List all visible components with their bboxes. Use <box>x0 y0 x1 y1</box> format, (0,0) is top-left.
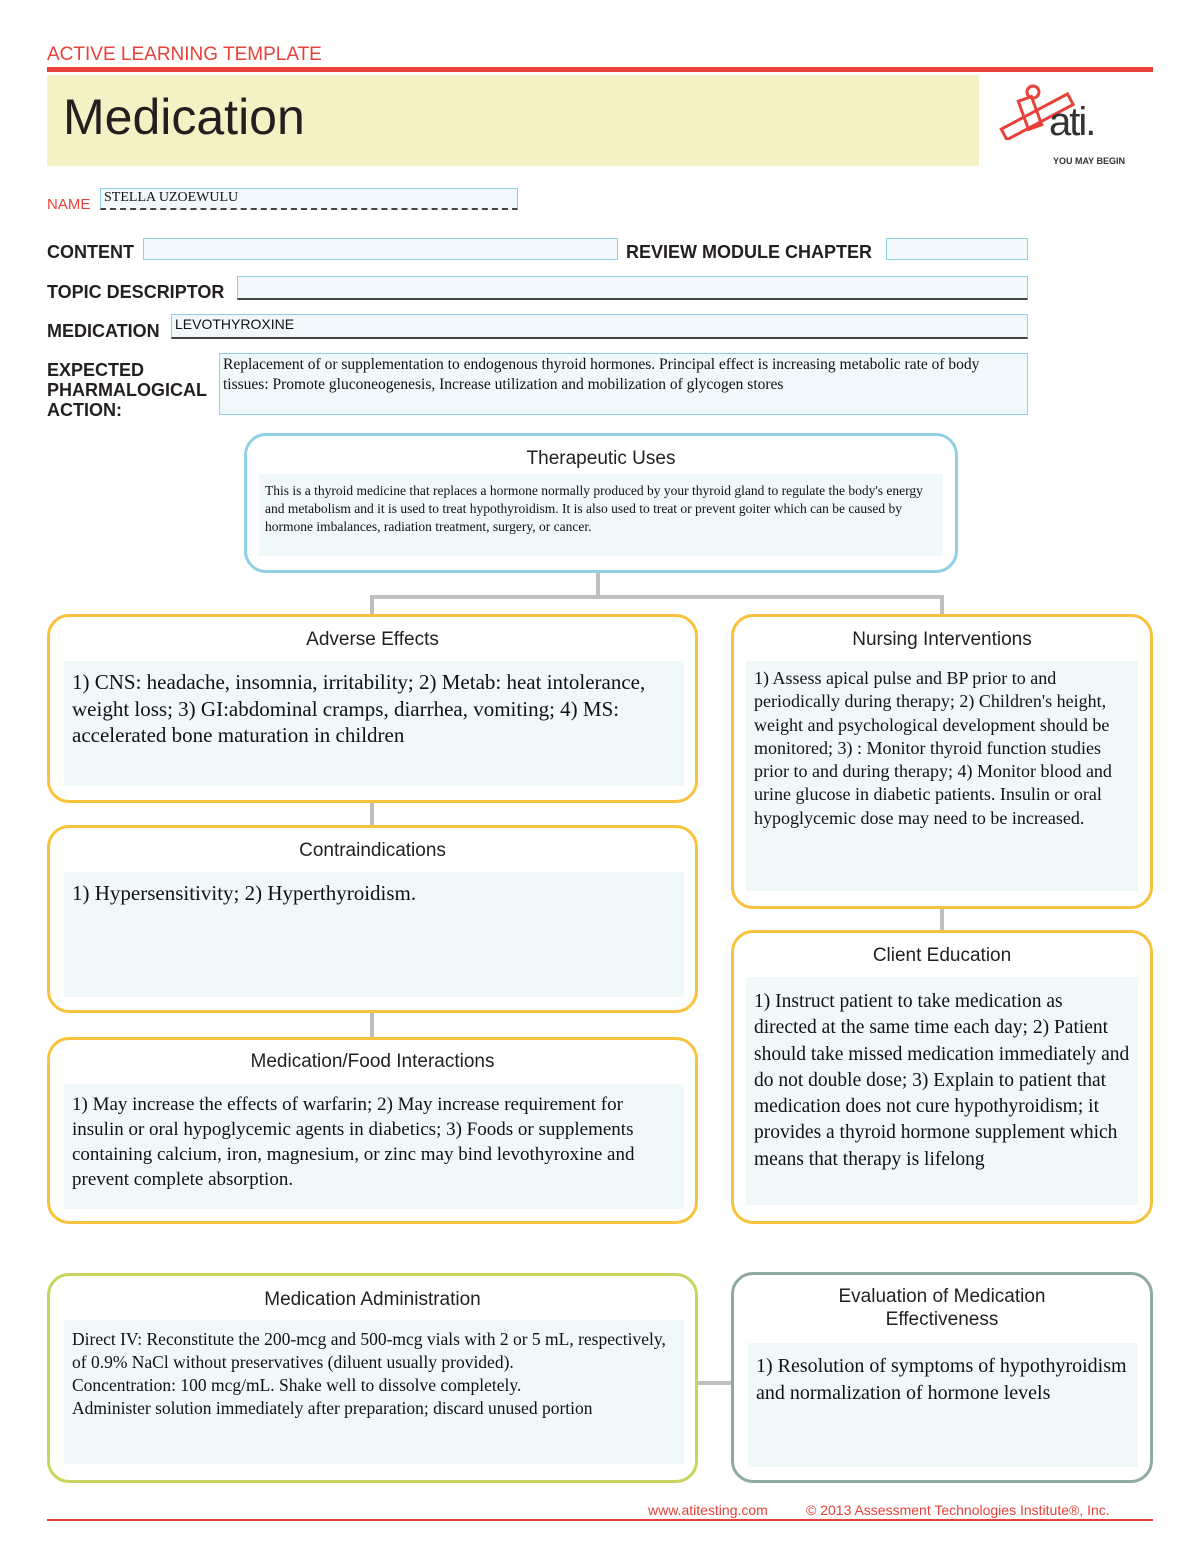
footer-copyright: © 2013 Assessment Technologies Institute®, Inc. <box>806 1502 1110 1518</box>
client-education-text[interactable]: 1) Instruct patient to take medication as directed at the same time each day; 2) Patient should take missed medication immediately and do not double dose; 3) Explain to patient that medication does not cure hypothyroidism; it provides a thyroid hormone supplement which means that therapy is lifelong <box>746 977 1138 1205</box>
logo-text: ati. <box>1049 100 1095 144</box>
evaluation-text[interactable]: 1) Resolution of symptoms of hypothyroidism and normalization of hormone levels <box>748 1343 1138 1467</box>
evaluation-box <box>731 1272 1153 1483</box>
connector <box>370 595 374 615</box>
evaluation-title: Evaluation of Medication Effectiveness <box>838 1286 1046 1330</box>
contraindications-text[interactable]: 1) Hypersensitivity; 2) Hyperthyroidism. <box>64 872 684 997</box>
connector <box>940 595 944 615</box>
topic-label: TOPIC DESCRIPTOR <box>47 282 225 302</box>
action-label: EXPECTED PHARMALOGICAL ACTION: <box>47 360 207 420</box>
medication-field[interactable]: LEVOTHYROXINE <box>171 314 1028 339</box>
administration-line: Administer solution immediately after preparation; discard unused portion <box>72 1398 593 1418</box>
connector <box>940 908 944 931</box>
adverse-effects-box <box>47 614 698 803</box>
top-rule <box>47 67 1153 72</box>
medication-label: MEDICATION <box>47 321 160 341</box>
review-module-label: REVIEW MODULE CHAPTER <box>626 242 873 262</box>
connector <box>370 595 944 599</box>
administration-line: Direct IV: Reconstitute the 200-mcg and 500-mcg vials with 2 or 5 mL, respectively, of 0.9% NaCl without preservatives (diluent usually provided). <box>72 1329 666 1372</box>
adverse-effects-title: Adverse Effects <box>306 629 439 650</box>
interactions-text[interactable]: 1) May increase the effects of warfarin; 2) May increase requirement for insulin or oral hypoglycemic agents in diabetics; 3) Foods or supplements containing calcium, iron, magnesium, or zinc may bind levothyroxine and prevent complete absorption. <box>64 1084 684 1209</box>
interactions-box <box>47 1037 698 1224</box>
connector <box>697 1381 732 1385</box>
administration-box <box>47 1273 698 1483</box>
name-field[interactable]: STELLA UZOEWULU <box>100 188 518 210</box>
therapeutic-uses-title: Therapeutic Uses <box>526 448 676 469</box>
contraindications-box <box>47 825 698 1013</box>
contraindications-title: Contraindications <box>299 840 446 861</box>
therapeutic-uses-text[interactable]: This is a thyroid medicine that replaces a hormone normally produced by your thyroid gland to regulate the body's energy and metabolism and it is used to treat hypothyroidism. It is also used to treat or prevent goiter which can be caused by hormone imbalances, radiation treatment, surgery, or cancer. <box>259 474 943 556</box>
administration-text[interactable] <box>64 1320 684 1464</box>
nursing-interventions-text[interactable]: 1) Assess apical pulse and BP prior to and periodically during therapy; 2) Children's height, weight and psychological development should be monitored; 3) : Monitor thyroid function studies prior to and during therapy; 4) Monitor blood and urine glucose in diabetic patients. Insulin or oral hypoglycemic dose may need to be increased. <box>746 661 1138 891</box>
bottom-rule <box>47 1519 1153 1521</box>
interactions-title: Medication/Food Interactions <box>250 1051 495 1072</box>
nursing-interventions-box <box>731 614 1153 909</box>
therapeutic-uses-box <box>244 433 958 573</box>
name-label: NAME <box>47 196 91 213</box>
ati-logo <box>995 80 1155 170</box>
topic-field[interactable] <box>237 276 1028 300</box>
connector <box>370 1012 374 1038</box>
adverse-effects-text[interactable]: 1) CNS: headache, insomnia, irritability; 2) Metab: heat intolerance, weight loss; 3) GI:abdominal cramps, diarrhea, vomiting; 4) MS: accelerated bone maturation in children <box>64 661 684 786</box>
administration-line: Concentration: 100 mcg/mL. Shake well to dissolve completely. <box>72 1375 522 1395</box>
review-module-field[interactable] <box>886 238 1028 260</box>
content-label: CONTENT <box>47 242 134 262</box>
nursing-interventions-title: Nursing Interventions <box>852 629 1032 650</box>
client-education-title: Client Education <box>872 945 1012 966</box>
administration-title: Medication Administration <box>264 1289 481 1310</box>
content-field[interactable] <box>143 238 618 260</box>
footer-url[interactable]: www.atitesting.com <box>648 1502 768 1518</box>
action-field[interactable]: Replacement of or supplementation to endogenous thyroid hormones. Principal effect is increasing metabolic rate of body tissues: Promote gluconeogenesis, Increase utilization and mobilization of glycogen stores <box>219 353 1028 415</box>
logo-tagline: YOU MAY BEGIN <box>1053 156 1126 166</box>
page-title: Medication <box>63 89 305 145</box>
client-education-box <box>731 930 1153 1224</box>
template-label: ACTIVE LEARNING TEMPLATE <box>47 44 322 65</box>
connector <box>370 802 374 826</box>
